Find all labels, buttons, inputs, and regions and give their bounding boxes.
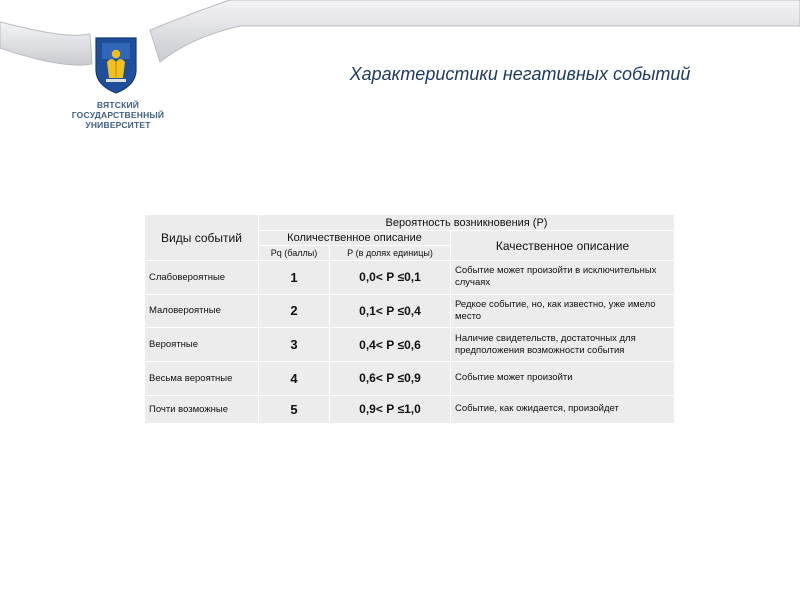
table-row [145,361,675,395]
header-qualitative: Качественное описание [451,231,675,261]
logo-line-2: ГОСУДАРСТВЕННЫЙ [71,110,165,120]
qualitative-description: Редкое событие, но, как известно, уже имело место [451,294,675,328]
probability-range: 0,9< Р ≤1,0 [330,395,451,423]
qualitative-description: Событие может произойти [451,361,675,395]
event-kind: Вероятные [145,328,259,362]
logo-line-1: ВЯТСКИЙ [96,100,140,110]
pq-score: 4 [259,361,330,395]
slide-title: Характеристики негативных событий [349,64,691,84]
qualitative-description: Событие может произойти в исключительных случаях [451,261,675,295]
probability-range: 0,1< Р ≤0,4 [330,294,451,328]
header-p-fraction: Р (в долях единицы) [330,246,451,261]
pq-score: 2 [259,294,330,328]
header-event-kinds: Виды событий [145,215,259,261]
table-row [145,395,675,423]
events-table-container [144,214,674,424]
event-kind: Почти возможные [145,395,259,423]
events-table [144,214,675,424]
header-probability: Вероятность возникновения (Р) [259,215,675,231]
probability-range: 0,0< Р ≤0,1 [330,261,451,295]
header-pq-score: Pq (баллы) [259,246,330,261]
pq-score: 5 [259,395,330,423]
table-row [145,328,675,362]
university-name [62,100,174,130]
qualitative-description: Событие, как ожидается, произойдет [451,395,675,423]
probability-range: 0,4< Р ≤0,6 [330,328,451,362]
event-kind: Маловероятные [145,294,259,328]
logo-line-3: УНИВЕРСИТЕТ [85,120,151,130]
header-quantitative: Количественное описание [259,231,451,246]
university-crest-icon [92,36,140,94]
event-kind: Слабовероятные [145,261,259,295]
table-row [145,261,675,295]
pq-score: 3 [259,328,330,362]
probability-range: 0,6< Р ≤0,9 [330,361,451,395]
pq-score: 1 [259,261,330,295]
event-kind: Весьма вероятные [145,361,259,395]
table-row [145,294,675,328]
qualitative-description: Наличие свидетельств, достаточных для предположения возможности события [451,328,675,362]
